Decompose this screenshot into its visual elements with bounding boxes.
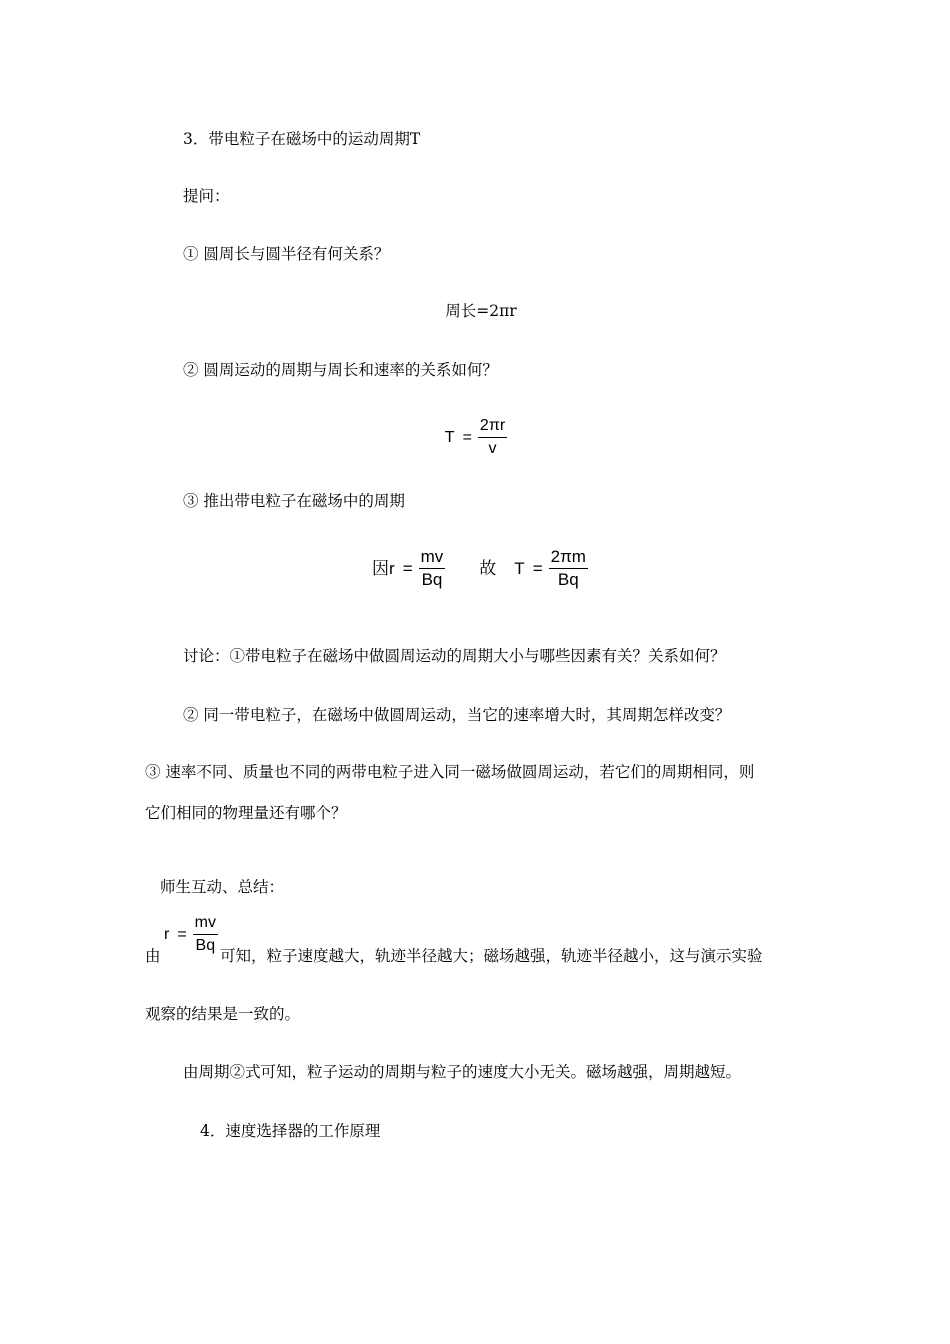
discussion-1: 讨论：①带电粒子在磁场中做圆周运动的周期大小与哪些因素有关？关系如何？ <box>183 647 726 665</box>
question-1: ① 圆周长与圆半径有何关系？ <box>183 245 390 263</box>
fraction-numerator: mv <box>419 548 446 569</box>
period-formula <box>0 417 950 458</box>
discussion-2: ② 同一带电粒子，在磁场中做圆周运动，当它的速率增大时，其周期怎样改变？ <box>183 706 731 724</box>
ask-label: 提问： <box>183 187 230 205</box>
derivation-formula <box>0 548 950 589</box>
formula-equals: = <box>532 558 543 578</box>
fraction <box>193 914 218 955</box>
formula-equals: = <box>462 428 472 446</box>
fraction-denominator: Bq <box>557 570 579 589</box>
fraction-numerator: mv <box>193 914 218 935</box>
derivation-prefix: 因r <box>372 558 395 578</box>
period-lhs: T <box>514 558 525 578</box>
summary-text: 可知，粒子速度越大，轨迹半径越大；磁场越强，轨迹半径越小，这与演示实验 <box>220 947 763 965</box>
summary-text-2: 观察的结果是一致的。 <box>145 1005 301 1023</box>
question-2: ② 圆周运动的周期与周长和速率的关系如何？ <box>183 361 498 379</box>
formula-lhs: T <box>444 428 455 446</box>
radius-fraction <box>419 548 446 589</box>
summary-label: 师生互动、总结： <box>160 878 285 896</box>
formula-lhs: r <box>164 925 170 943</box>
fraction <box>478 417 507 458</box>
summary-formula <box>160 914 220 955</box>
formula-equals: = <box>177 925 187 943</box>
discussion-3a: ③ 速率不同、质量也不同的两带电粒子进入同一磁场做圆周运动，若它们的周期相同，则 <box>145 763 755 781</box>
fraction-numerator: 2πm <box>549 548 588 569</box>
question-3: ③ 推出带电粒子在磁场中的周期 <box>183 492 405 510</box>
period-conclusion: 由周期②式可知，粒子运动的周期与粒子的速度大小无关。磁场越强，周期越短。 <box>183 1063 742 1081</box>
discussion-3b: 它们相同的物理量还有哪个？ <box>145 804 347 822</box>
section3-heading: 3．带电粒子在磁场中的运动周期T <box>183 130 421 148</box>
fraction-denominator: v <box>488 440 497 457</box>
summary-by: 由 <box>145 947 161 965</box>
fraction-denominator: Bq <box>195 937 216 954</box>
derivation-conjunction: 故 <box>479 558 497 578</box>
fraction-denominator: Bq <box>421 570 443 589</box>
fraction-numerator: 2πr <box>478 417 507 438</box>
formula-equals: = <box>402 558 413 578</box>
section4-heading: 4．速度选择器的工作原理 <box>200 1122 381 1140</box>
question-1-answer: 周长=2πr <box>445 302 517 320</box>
period-fraction <box>549 548 588 589</box>
